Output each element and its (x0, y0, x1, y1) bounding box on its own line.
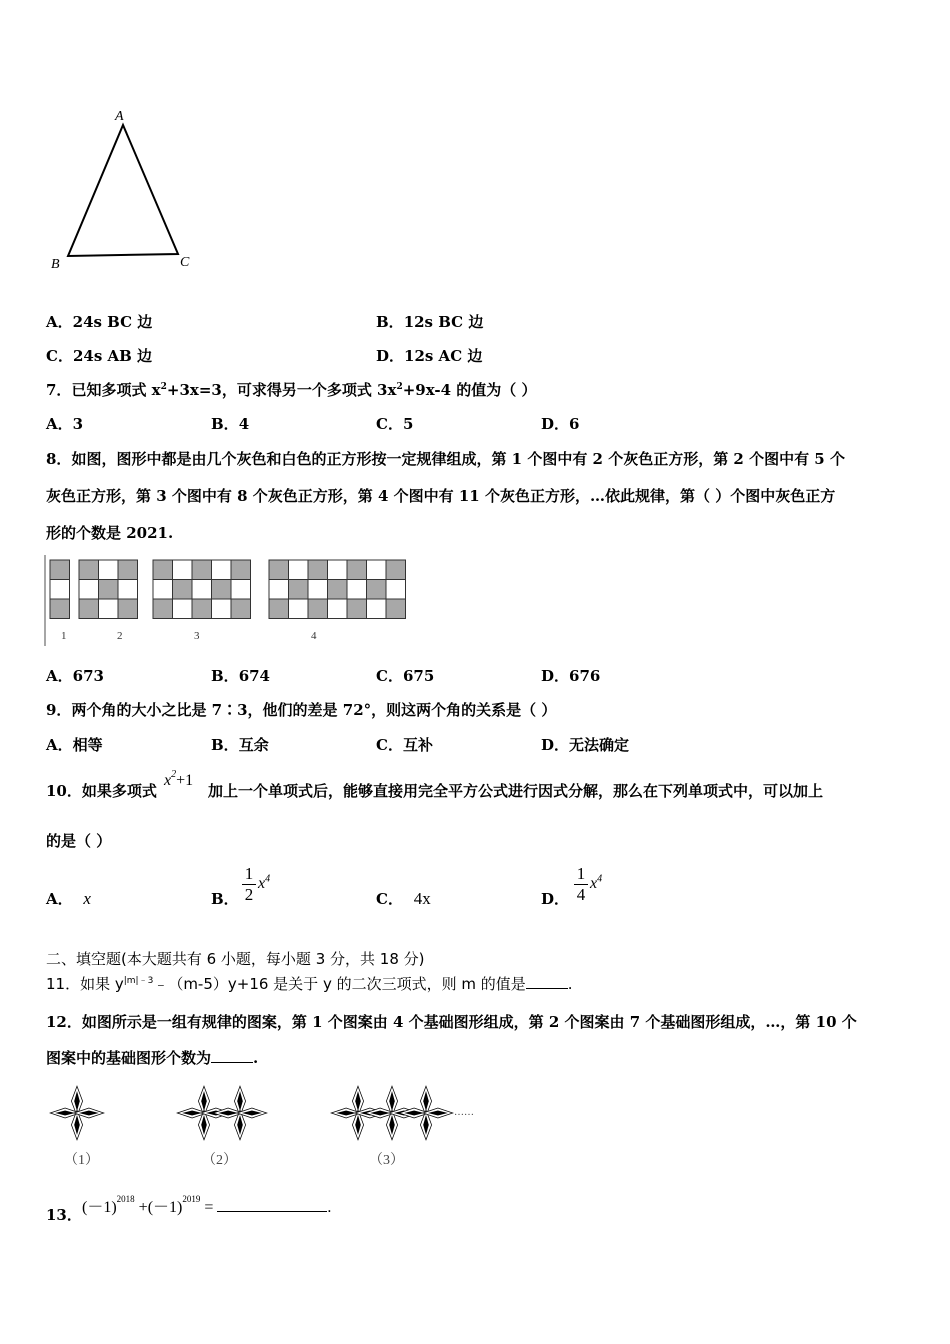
q10-polynomial: $x^2+1$ (164, 768, 194, 789)
pattern-square (328, 580, 348, 600)
pattern-square (153, 580, 173, 600)
pattern-square (289, 560, 309, 580)
q13-answer-blank[interactable] (217, 1211, 327, 1212)
q9-option-b[interactable]: B．互余 (211, 736, 269, 754)
pattern-square (269, 560, 289, 580)
pattern-square (231, 599, 251, 619)
q10-line-2: 的是（ ） (46, 832, 112, 850)
pattern-square (192, 599, 212, 619)
pattern-square (50, 580, 70, 600)
q12-dots: …… (454, 1107, 474, 1118)
pattern-label-1: 1 (61, 630, 67, 642)
q12-label-3: （3） (369, 1153, 404, 1168)
pattern-square (212, 580, 232, 600)
q11-answer-blank[interactable] (526, 988, 568, 989)
q12-label-2: （2） (202, 1153, 237, 1168)
vertex-label-a: A (115, 109, 124, 124)
q10-option-d-var: $x^4$ (590, 873, 603, 892)
pattern-square (99, 599, 119, 619)
pattern-square (347, 560, 367, 580)
pattern-1 (50, 560, 70, 619)
pattern-square (231, 560, 251, 580)
q10-option-d[interactable]: D． (541, 890, 570, 908)
q12-answer-blank[interactable] (211, 1062, 253, 1063)
pattern-square (99, 580, 119, 600)
pattern-square (173, 599, 193, 619)
vertex-label-b: B (51, 257, 60, 272)
q11-stem: 11．如果 $y^{|m|﹣3}﹣(m-5)y+16$ 是关于 y 的二次三项式，则 m 的值是 . (46, 975, 573, 993)
vertex-label-c: C (180, 255, 190, 270)
pattern-square (386, 560, 406, 580)
q9-stem: 9．两个角的大小之比是 7∶3，他们的差是 72°，则这两个角的关系是（ ） (46, 701, 557, 719)
pattern-square (79, 560, 99, 580)
pattern-square (269, 580, 289, 600)
pattern-square (212, 560, 232, 580)
q9-option-c[interactable]: C．互补 (376, 736, 433, 754)
q10-option-a[interactable]: A． x (46, 889, 91, 908)
pattern-label-3: 3 (194, 630, 200, 642)
pattern-square (50, 599, 70, 619)
pattern-square (289, 599, 309, 619)
pattern-label-2: 2 (117, 630, 123, 642)
pattern-square (192, 580, 212, 600)
q9-option-a[interactable]: A．相等 (46, 736, 103, 754)
pattern-square (192, 560, 212, 580)
pattern-square (99, 560, 119, 580)
q9-option-d[interactable]: D．无法确定 (541, 736, 630, 754)
triangle-figure (40, 100, 210, 280)
q7-option-b[interactable]: B．4 (211, 415, 250, 433)
q7-option-c[interactable]: C．5 (376, 415, 414, 433)
pattern-square (308, 560, 328, 580)
q10-option-c[interactable]: C． 4x (376, 889, 431, 908)
pattern-square (347, 580, 367, 600)
pattern-square (231, 580, 251, 600)
pattern-square (328, 599, 348, 619)
q13-number: 13． (46, 1206, 82, 1224)
pattern-square (118, 580, 138, 600)
q10-stem: 10．如果多项式 (46, 782, 157, 800)
pattern-square (367, 580, 387, 600)
pattern-square (50, 560, 70, 580)
q12-line-1: 12．如图所示是一组有规律的图案，第 1 个图案由 4 个基础图形组成，第 2 个图案由 7 个基础图形组成，…，第 10 个 (46, 1013, 857, 1031)
q6-option-c[interactable]: C．24s AB 边 (46, 347, 153, 365)
q10-stem-continued: 加上一个单项式后，能够直接用完全平方公式进行因式分解，那么在下列单项式中，可以加上 (208, 782, 824, 800)
pattern-square (79, 599, 99, 619)
pattern-square (212, 599, 232, 619)
q7-option-a[interactable]: A．3 (46, 415, 84, 433)
pattern-square (386, 580, 406, 600)
q6-option-b[interactable]: B．12s BC 边 (376, 313, 484, 331)
pattern-square (118, 599, 138, 619)
pattern-square (367, 599, 387, 619)
pattern-square (308, 580, 328, 600)
section-2-heading: 二、填空题(本大题共有 6 小题，每小题 3 分，共 18 分) (46, 950, 425, 968)
q8-line-1: 8．如图，图形中都是由几个灰色和白色的正方形按一定规律组成，第 1 个图中有 2 个灰色正方形，第 2 个图中有 5 个 (46, 450, 845, 468)
q7-option-d[interactable]: D．6 (541, 415, 580, 433)
q8-line-3: 形的个数是 2021. (46, 524, 174, 542)
q10-option-b[interactable]: B． (211, 890, 239, 908)
q12-pattern-figure (44, 1075, 484, 1170)
q12-line-2: 图案中的基础图形个数为 . (46, 1049, 259, 1067)
q8-option-c[interactable]: C．675 (376, 667, 435, 685)
q8-pattern-figure (44, 553, 464, 648)
triangle-abc (68, 125, 178, 256)
q12-label-1: （1） (64, 1153, 99, 1168)
pattern-square (153, 560, 173, 580)
pattern-square (367, 560, 387, 580)
pattern-square (289, 580, 309, 600)
pattern-4 (269, 560, 406, 619)
pattern-3 (153, 560, 251, 619)
q8-line-2: 灰色正方形，第 3 个图中有 8 个灰色正方形，第 4 个图中有 11 个灰色正方形，…依此规律，第（ ）个图中灰色正方 (46, 487, 836, 505)
q8-option-d[interactable]: D．676 (541, 667, 601, 685)
pattern-square (118, 560, 138, 580)
pattern-label-4: 4 (311, 630, 317, 642)
q6-option-a[interactable]: A．24s BC 边 (46, 313, 153, 331)
pattern-square (173, 580, 193, 600)
pattern-square (153, 599, 173, 619)
pattern-square (79, 580, 99, 600)
q10-option-b-fraction: 1 2 (242, 864, 256, 905)
q8-option-a[interactable]: A．673 (46, 667, 104, 685)
pattern-square (269, 599, 289, 619)
q8-option-b[interactable]: B．674 (211, 667, 270, 685)
q10-option-d-fraction: 1 4 (574, 864, 588, 905)
q6-option-d[interactable]: D．12s AC 边 (376, 347, 483, 365)
pattern-square (386, 599, 406, 619)
pattern-square (347, 599, 367, 619)
pattern-2 (79, 560, 138, 619)
q10-option-b-var: $x^4$ (258, 873, 271, 892)
pattern-square (308, 599, 328, 619)
q13-expression: $(-1)^{2018} +(-1)^{2019}$ = . (82, 1193, 332, 1216)
pattern-square (173, 560, 193, 580)
pattern-square (328, 560, 348, 580)
q7-stem: 7．已知多项式 $x^2+3x=3$，可求得另一个多项式 $3x^2+9x-4$ 的值为（ ） (46, 381, 537, 399)
